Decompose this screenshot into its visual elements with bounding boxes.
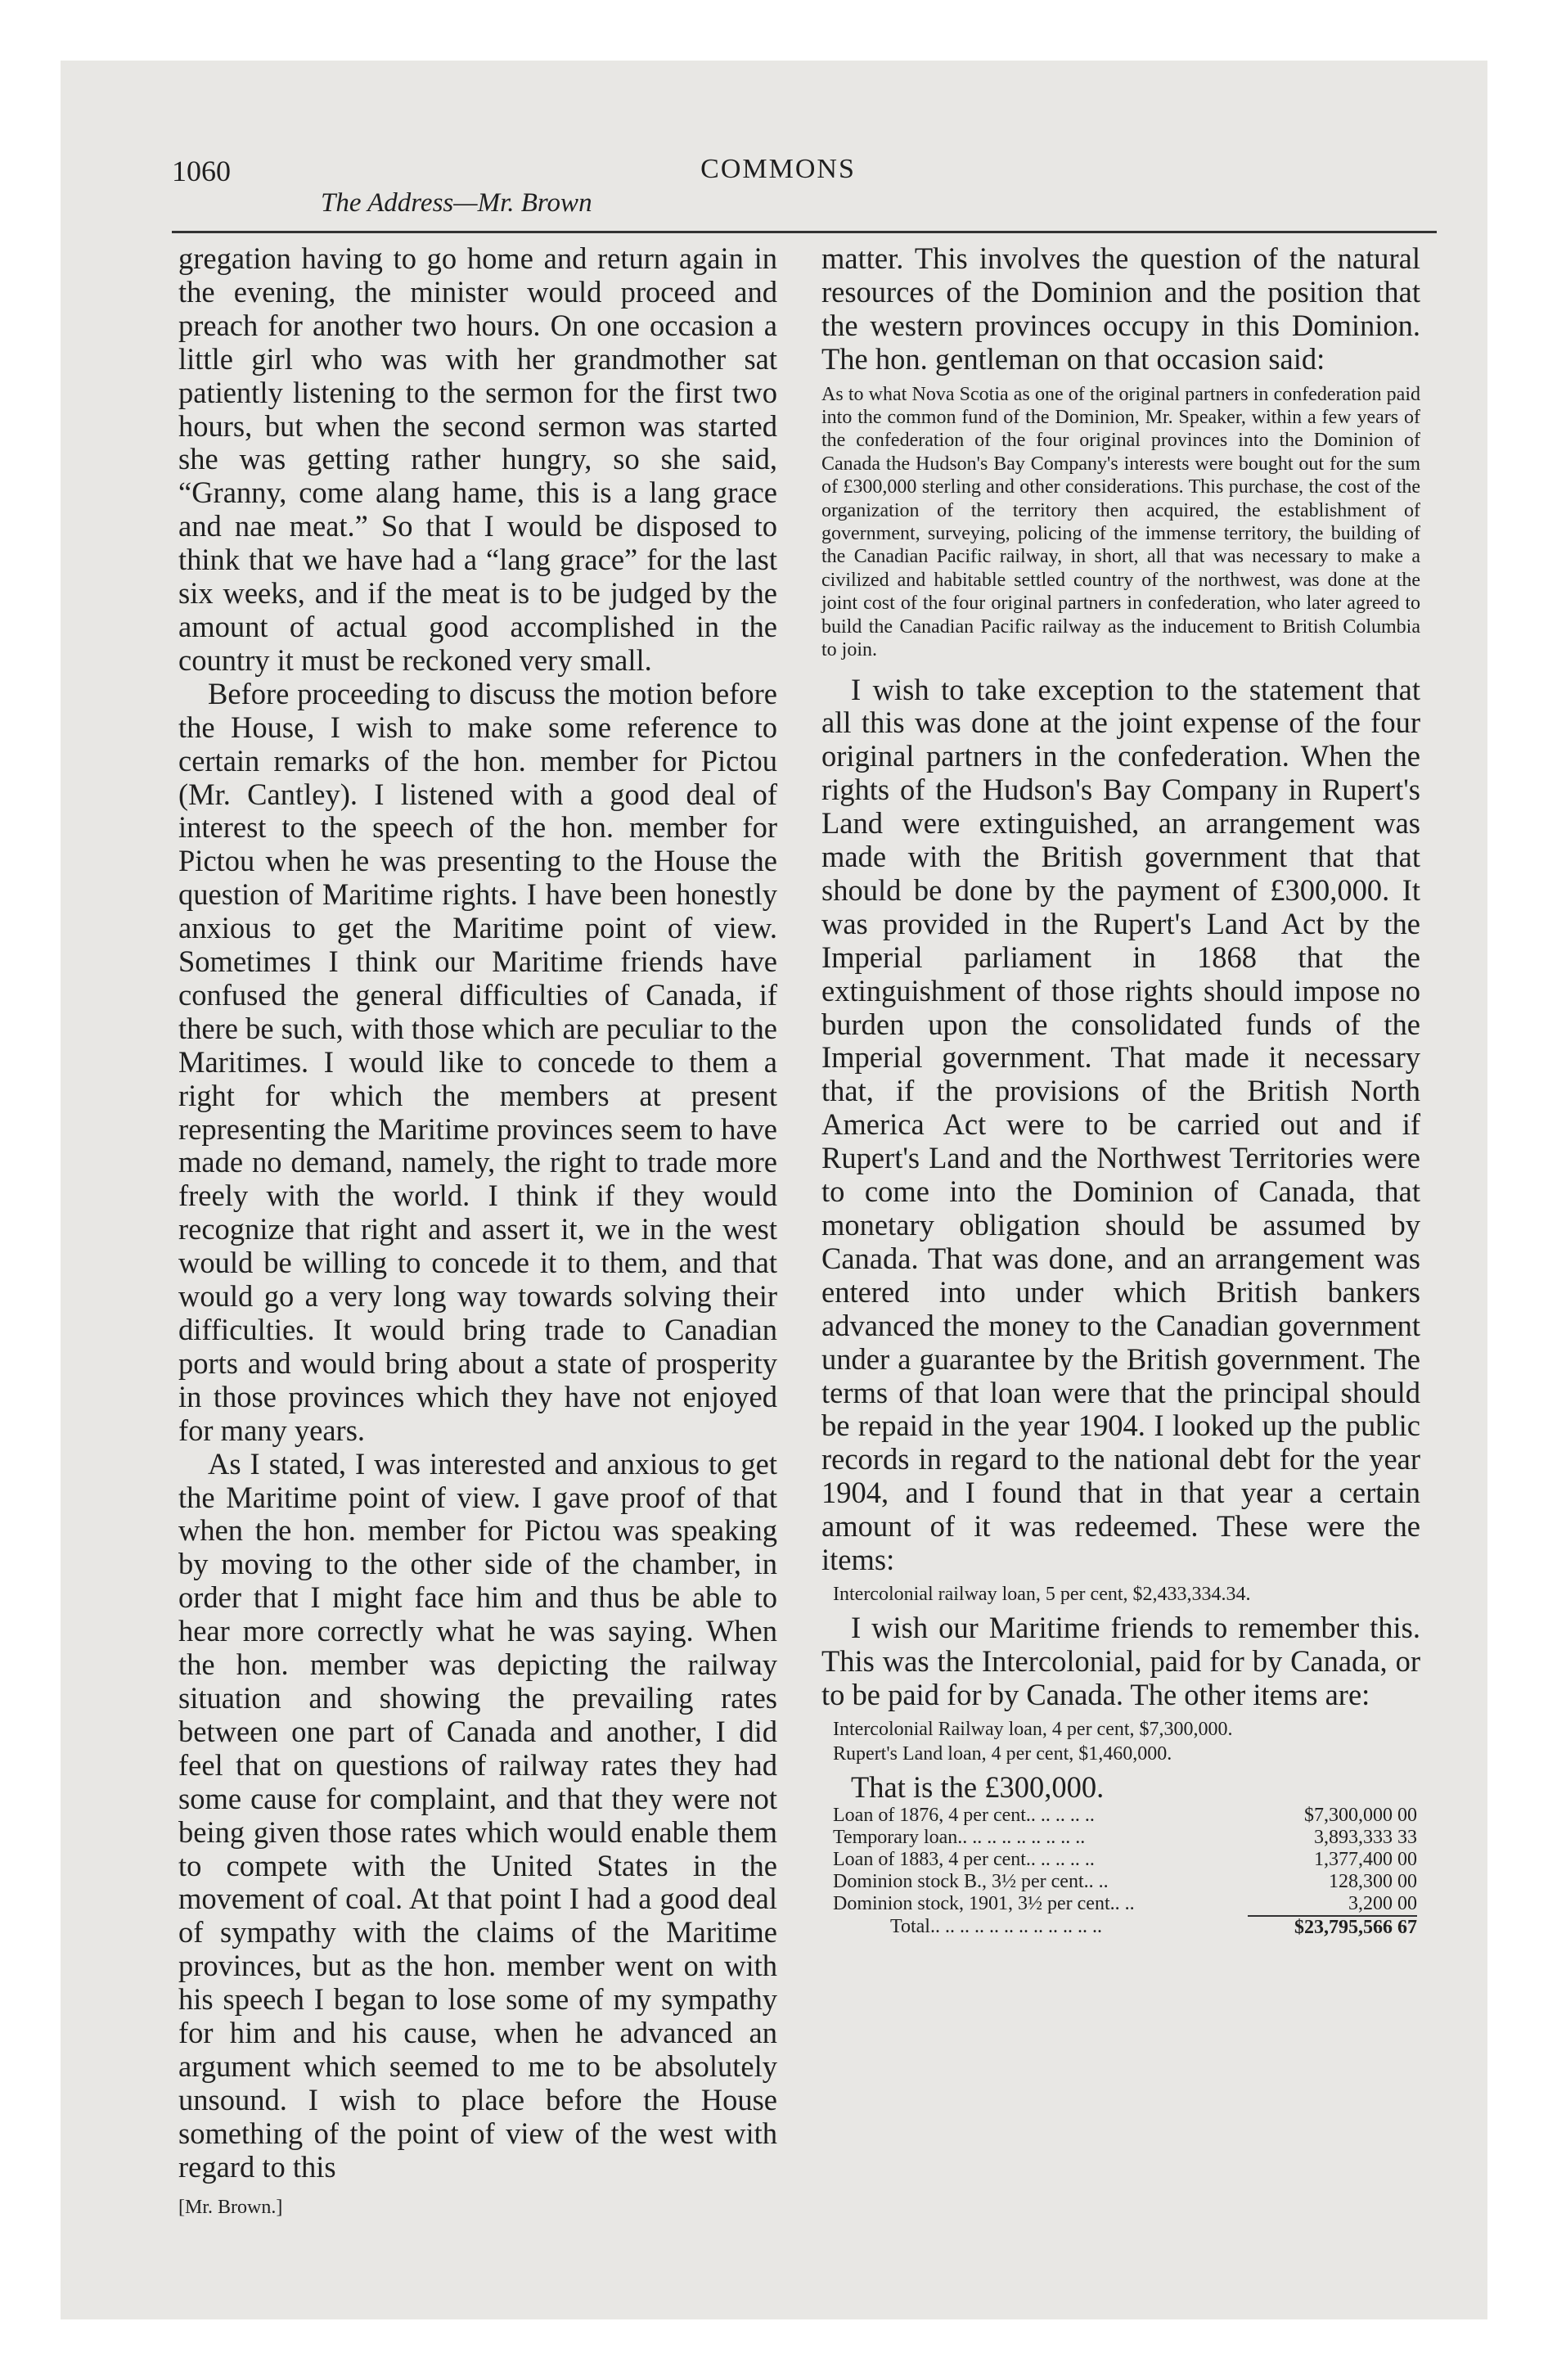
table-row bbox=[833, 1849, 1417, 1871]
paragraph: As I stated, I was interested and anxious to get the Maritime point of view. I gave proof of that when the hon. member for Pictou was speaking by moving to the other side of the chamber, in order that I might face him and thus be able to hear more correctly what he was saying. When the hon. member was depicting the railway situation and showing the prevailing rates between one part of Canada and another, I did feel that on questions of railway rates they had some cause for complaint, and that they were not being given those rates which would enable them to compete with the United States in the movement of coal. At that point I had a good deal of sympathy with the claims of the Maritime provinces, but as the hon. member went on with his speech I began to lose some of my sympathy for him and his cause, when he advanced an argument which seemed to me to be absolutely unsound. I wish to place before the House something of the point of view of the west with regard to this bbox=[178, 1446, 777, 2184]
paragraph: I wish to take exception to the statement that all this was done at the joint expense of the four original partners in the confederation. When the rights of the Hudson's Bay Company in Rupert's Land were extinguished, an arrangement was made with the British government that that should be done by the payment of £300,000. It was provided in the Rupert's Land Act by the Imperial parliament in 1868 that the extinguishment of those rights should impose no burden upon the consolidated funds of the Imperial government. That made it necessary that, if the provisions of the British North America Act were to be carried out and if Rupert's Land and the Northwest Territories were to come into the Dominion of Canada, that monetary obligation should be assumed by Canada. That was done, and an arrangement was entered into under which British bankers advanced the money to the Canadian government under a guarantee by the British government. The terms of that loan were that the principal should be repaid in the year 1904. I looked up the public records in regard to the national debt for the year 1904, and I found that in that year a certain amount of it was redeemed. These were the items: bbox=[821, 672, 1420, 1577]
paragraph: matter. This involves the question of the natural resources of the Dominion and the position that the western provinces occupy in this Dominion. The hon. gentleman on that occasion said: bbox=[821, 241, 1420, 376]
table-row bbox=[833, 1871, 1417, 1893]
row-label: Temporary loan.. .. .. .. .. .. .. .. .. bbox=[833, 1826, 1086, 1848]
header-rule bbox=[172, 231, 1437, 233]
row-label: Dominion stock B., 3½ per cent.. .. bbox=[833, 1870, 1109, 1892]
row-amount: 3,893,333 33 bbox=[1314, 1826, 1417, 1848]
row-label: Loan of 1876, 4 per cent.. .. .. .. .. bbox=[833, 1804, 1095, 1826]
paragraph: I wish our Maritime friends to remember this. This was the Intercolonial, paid for by Canada, or to be paid for by Canada. The other items are: bbox=[821, 1610, 1420, 1711]
row-amount: $7,300,000 00 bbox=[1304, 1804, 1417, 1826]
block-quote: As to what Nova Scotia as one of the original partners in confederation paid into the common fund of the Dominion, Mr. Speaker, within a few years of the confederation of the four original provinces into the Dominion of Canada the Hudson's Bay Company's interests were bought out for the sum of £300,000 sterling and other considerations. This purchase, the cost of the organization of the territory then acquired, the establishment of government, surveying, policing of the immense territory, the building of the Canadian Pacific railway, in short, all that was necessary to make a civilized and habitable settled country of the northwest, was done at the joint cost of the four original partners in confederation, who later agreed to build the Canadian Pacific railway as the inducement to British Columbia to join. bbox=[821, 383, 1420, 661]
page-header bbox=[119, 152, 1437, 223]
speaker-signature: [Mr. Brown.] bbox=[178, 2196, 283, 2218]
debt-table bbox=[833, 1805, 1417, 1939]
page-subtitle: The Address—Mr. Brown bbox=[321, 188, 592, 218]
row-amount: 128,300 00 bbox=[1329, 1870, 1417, 1892]
right-column bbox=[821, 242, 1420, 1939]
row-amount: 3,200 00 bbox=[1248, 1893, 1417, 1916]
running-title: COMMONS bbox=[700, 154, 856, 184]
left-column bbox=[178, 242, 777, 2224]
item-line: Intercolonial Railway loan, 4 per cent, $7,300,000. bbox=[833, 1718, 1233, 1740]
paragraph: That is the £300,000. bbox=[851, 1769, 1105, 1804]
paragraph: gregation having to go home and return again in the evening, the minister would proceed and preach for another two hours. On one occasion a little girl who was with her grandmother sat patiently listening to the sermon for the first two hours, but when the second sermon was started she was getting rather hungry, so she said, “Granny, come alang hame, this is a lang grace and nae meat.” So that I would be disposed to think that we have had a “lang grace” for the last six weeks, and if the meat is to be judged by the amount of actual good accomplished in the country it must be reckoned very small. bbox=[178, 241, 777, 677]
paragraph: Before proceeding to discuss the motion before the House, I wish to make some reference to certain remarks of the hon. member for Pictou (Mr. Cantley). I listened with a good deal of interest to the speech of the hon. member for Pictou when he was presenting to the House the question of Maritime rights. I have been honestly anxious to get the Maritime point of view. Sometimes I think our Maritime friends have confused the general difficulties of Canada, if there be such, with those which are peculiar to the Maritimes. I would like to concede to them a right for which the members at present representing the Maritime provinces seem to have made no demand, namely, the right to trade more freely with the world. I think if they would recognize that right and assert it, we in the west would be willing to concede it to them, and that would go a very long way towards solving their difficulties. It would bring trade to Canadian ports and would bring about a state of prosperity in those provinces which they have not enjoyed for many years. bbox=[178, 676, 777, 1447]
table-row bbox=[833, 1805, 1417, 1827]
table-row bbox=[833, 1893, 1417, 1916]
item-line: Rupert's Land loan, 4 per cent, $1,460,000. bbox=[833, 1742, 1172, 1765]
item-line: Intercolonial railway loan, 5 per cent, $2,433,334.34. bbox=[833, 1583, 1251, 1605]
page-number: 1060 bbox=[172, 155, 231, 187]
total-amount: $23,795,566 67 bbox=[1294, 1916, 1417, 1938]
row-amount: 1,377,400 00 bbox=[1314, 1848, 1417, 1870]
table-row bbox=[833, 1827, 1417, 1849]
row-label: Dominion stock, 1901, 3½ per cent.. .. bbox=[833, 1893, 1135, 1915]
table-total-row bbox=[833, 1916, 1417, 1939]
total-label: Total.. .. .. .. .. .. .. .. .. .. .. .. bbox=[890, 1916, 1102, 1938]
row-label: Loan of 1883, 4 per cent.. .. .. .. .. bbox=[833, 1848, 1095, 1870]
